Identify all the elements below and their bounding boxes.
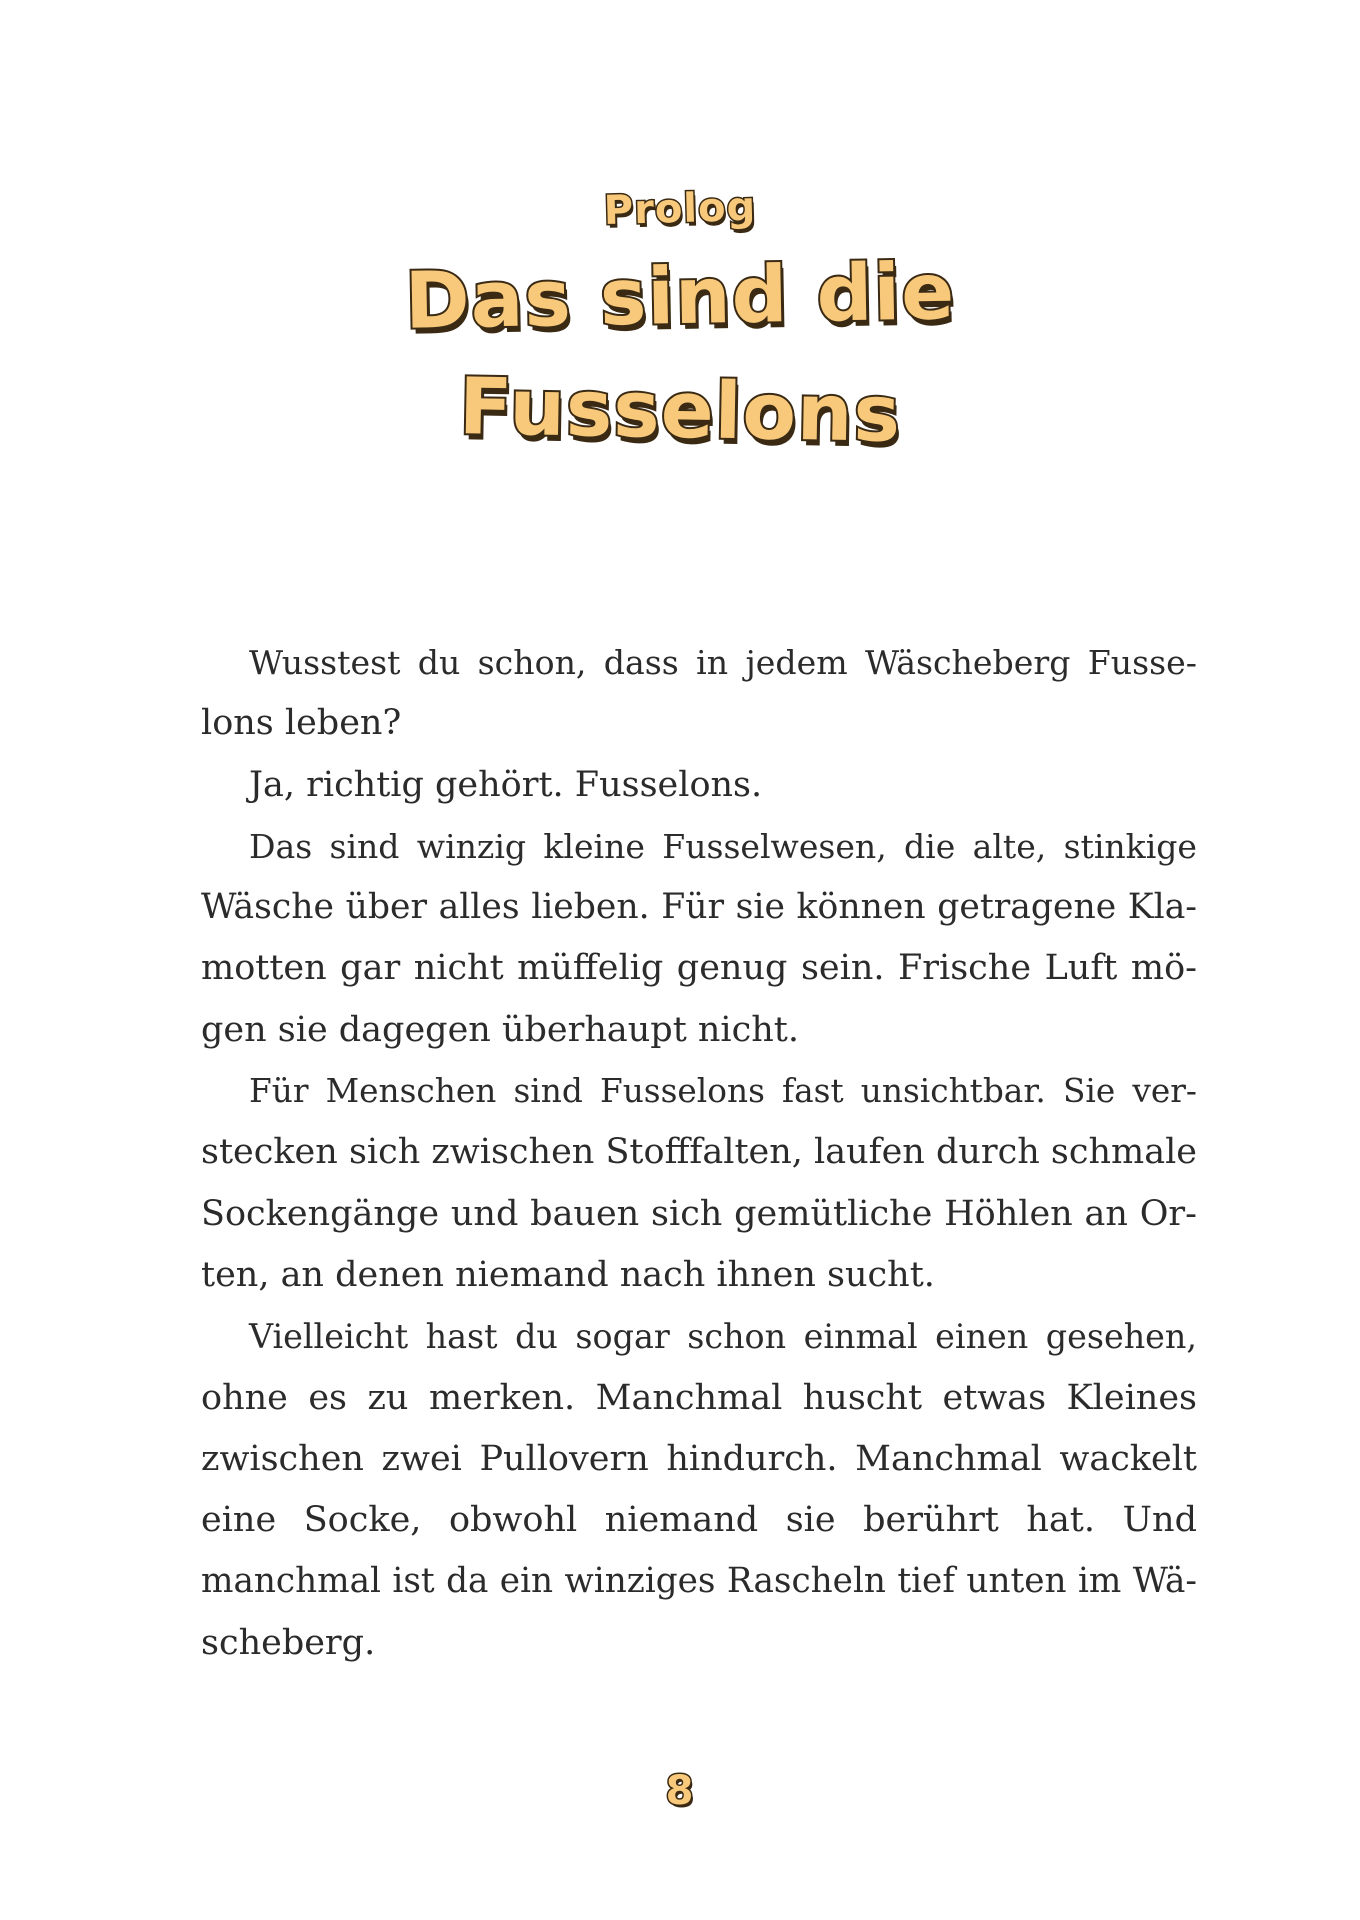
chapter-label: Prolog <box>603 184 757 234</box>
chapter-title-line-2: Fusselons <box>458 362 902 460</box>
text-line: Vielleicht hast du sogar schon einmal einen gesehen, <box>249 1317 1197 1357</box>
text-line: Ja, richtig gehört. Fusselons. <box>249 764 763 805</box>
text-line: Das sind winzig kleine Fusselwesen, die alte, stinkige <box>249 826 1197 866</box>
text-line: motten gar nicht müffelig genug sein. Frische Luft mö- <box>201 948 1197 989</box>
chapter-title-line-1: Das sind die <box>404 247 956 347</box>
text-line: lons leben? <box>201 703 402 744</box>
text-line: Sockengänge und bauen sich gemütliche Höhlen an Or- <box>201 1193 1197 1234</box>
paragraph-5 <box>201 1306 1197 1674</box>
text-line: eine Socke, obwohl niemand sie berührt hat. Und <box>201 1500 1197 1541</box>
text-line: stecken sich zwischen Stofffalten, laufen durch schmale <box>201 1132 1197 1173</box>
text-line: Wäsche über alles lieben. Für sie können getragene Kla- <box>201 887 1197 928</box>
paragraph-1 <box>201 632 1197 755</box>
paragraph-2 <box>201 755 1197 816</box>
paragraph-4 <box>201 1061 1197 1306</box>
chapter-body <box>201 632 1197 1674</box>
text-line: zwischen zwei Pullovern hindurch. Manchmal wackelt <box>201 1438 1197 1479</box>
text-line: manchmal ist da ein winziges Rascheln tief unten im Wä- <box>201 1561 1197 1602</box>
text-line: Wusstest du schon, dass in jedem Wäscheberg Fusse- <box>249 643 1197 682</box>
text-line: Für Menschen sind Fusselons fast unsichtbar. Sie ver- <box>249 1072 1197 1111</box>
paragraph-3 <box>201 816 1197 1061</box>
page-number: 8 <box>665 1768 695 1814</box>
text-line: ten, an denen niemand nach ihnen sucht. <box>201 1254 935 1295</box>
text-line: ohne es zu merken. Manchmal huscht etwas Kleines <box>201 1377 1197 1418</box>
text-line: gen sie dagegen überhaupt nicht. <box>201 1009 799 1050</box>
text-line: scheberg. <box>201 1622 376 1663</box>
